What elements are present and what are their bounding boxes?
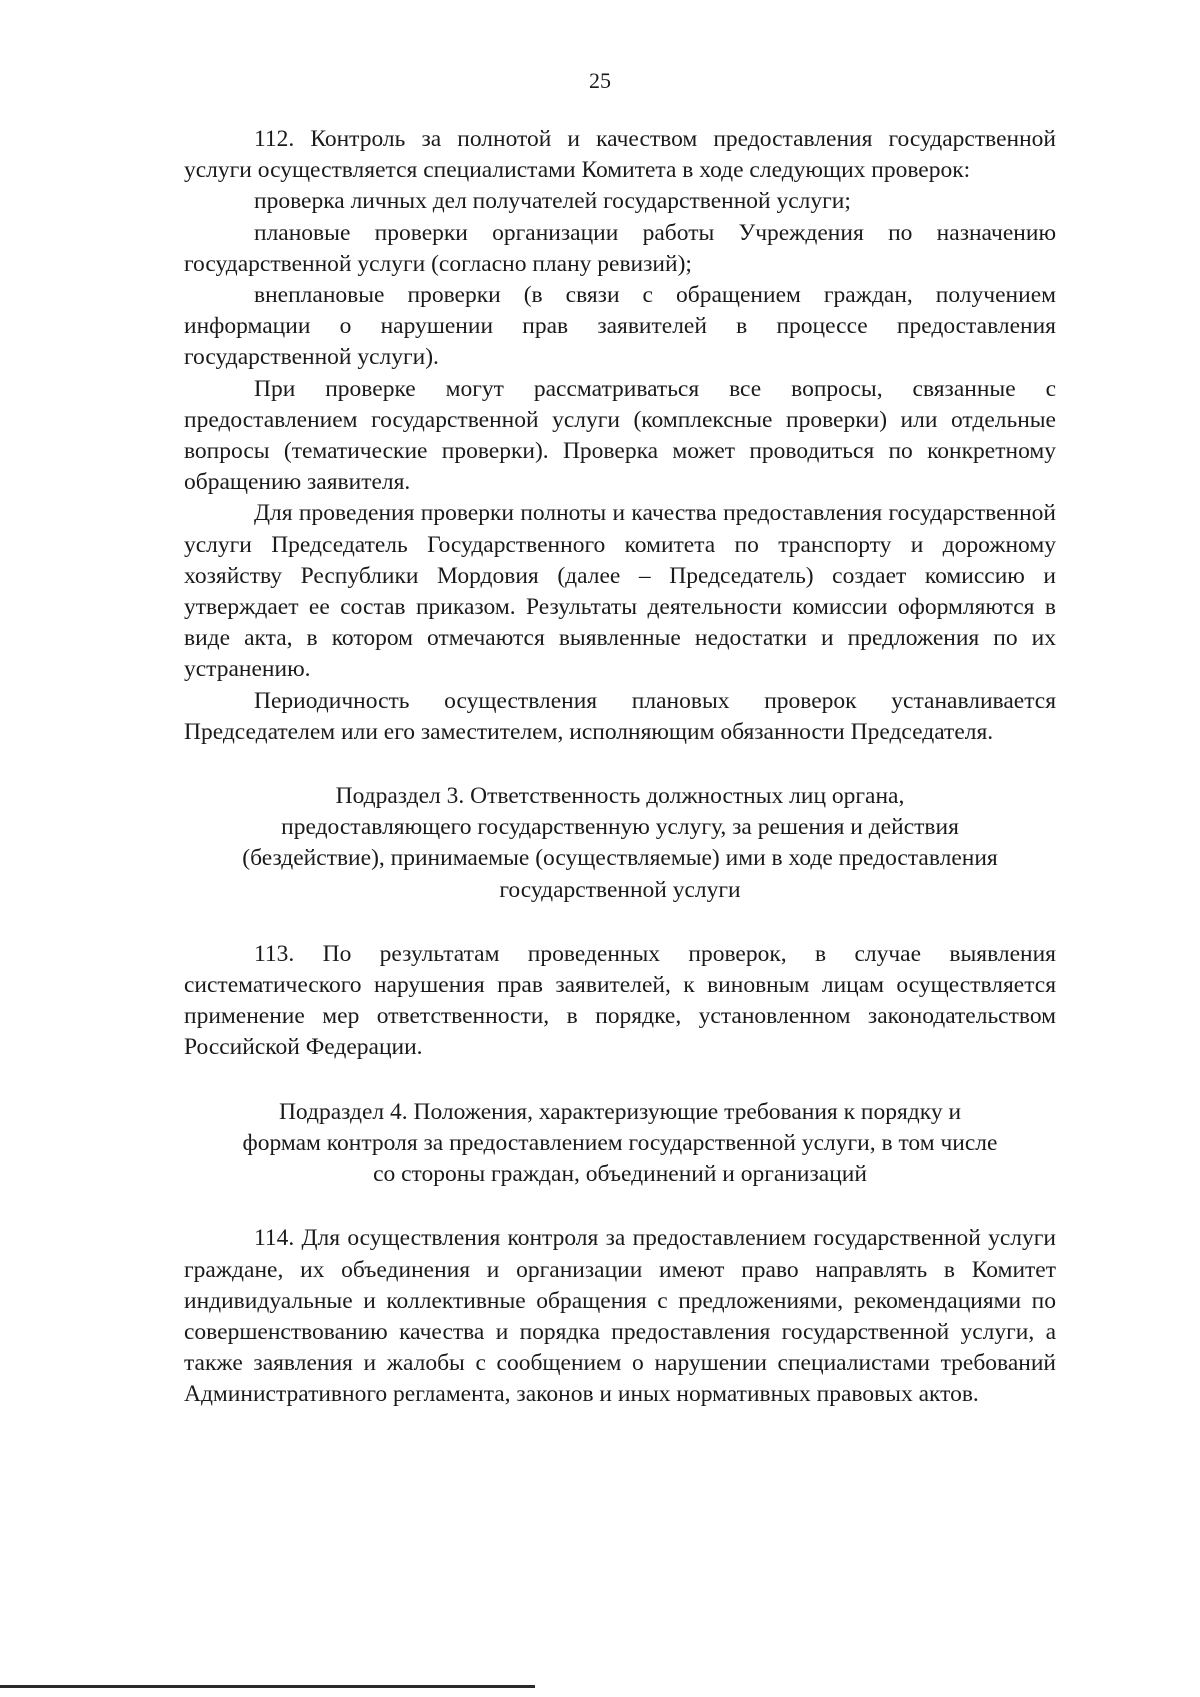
paragraph-112-item-unplanned-checks: внеплановые проверки (в связи с обращением граждан, получением информации о нарушении прав заявителей в процессе предоставления государственной услуги). — [184, 282, 1056, 371]
subsection-3-heading-line: государственной услуги — [499, 876, 741, 903]
paragraph-112-intro: 112. Контроль за полнотой и качеством предоставления государственной услуги осуществляется специалистами Комитета в ходе следующих проверок: — [184, 126, 1056, 184]
subsection-3-heading-line: предоставляющего государственную услугу, за решения и действия — [281, 814, 959, 841]
subsection-4-heading-line: Подраздел 4. Положения, характеризующие требования к порядку и — [278, 1098, 962, 1125]
subsection-3-heading — [184, 781, 1056, 906]
section-112 — [184, 124, 1056, 748]
subsection-3-heading-line: Подраздел 3. Ответственность должностных лиц органа, — [335, 783, 905, 810]
subsection-4-heading-line: со стороны граждан, объединений и организаций — [373, 1161, 867, 1188]
page-number: 25 — [589, 68, 611, 93]
section-113 — [184, 939, 1056, 1064]
footer-rule — [0, 1685, 535, 1688]
document-body — [184, 124, 1056, 1411]
subsection-4-heading-line: формам контроля за предоставлением государственной услуги, в том числе — [242, 1129, 998, 1156]
paragraph-112-commission: Для проведения проверки полноты и качества предоставления государственной услуги Председатель Государственного комитета по транспорту и дорожному хозяйству Республики Мордовия (далее – Председатель) создает комиссию и утверждает ее состав приказом. Результаты деятельности комиссии оформляются в виде акта, в котором отмечаются выявленные недостатки и предложения по их устранению. — [184, 500, 1056, 683]
subsection-4-heading — [184, 1097, 1056, 1191]
paragraph-112-scope: При проверке могут рассматриваться все вопросы, связанные с предоставлением государственной услуги (комплексные проверки) или отдельные вопросы (тематические проверки). Проверка может проводиться по конкретному обращению заявителя. — [184, 375, 1056, 496]
paragraph-113: 113. По результатам проведенных проверок, в случае выявления систематического нарушения прав заявителей, к виновным лицам осуществляется применение мер ответственности, в порядке, установленном законодательством Российской Федерации. — [184, 940, 1056, 1061]
paragraph-112-item-personal-files: проверка личных дел получателей государственной услуги; — [254, 188, 851, 215]
paragraph-112-periodicity: Периодичность осуществления плановых проверок устанавливается Председателем или его заместителем, исполняющим обязанности Председателя. — [184, 687, 1056, 745]
subsection-3-heading-line: (бездействие), принимаемые (осуществляемые) ими в ходе предоставления — [242, 845, 998, 872]
paragraph-114: 114. Для осуществления контроля за предоставлением государственной услуги граждане, их объединения и организации имеют право направлять в Комитет индивидуальные и коллективные обращения с предложениями, рекомендациями по совершенствованию качества и порядка предоставления государственной услуги, а также заявления и жалобы с сообщением о нарушении специалистами требований Административного регламента, законов и иных нормативных правовых актов. — [184, 1225, 1056, 1408]
paragraph-112-item-planned-checks: плановые проверки организации работы Учреждения по назначению государственной услуги (согласно плану ревизий); — [184, 219, 1056, 277]
section-114 — [184, 1223, 1056, 1410]
